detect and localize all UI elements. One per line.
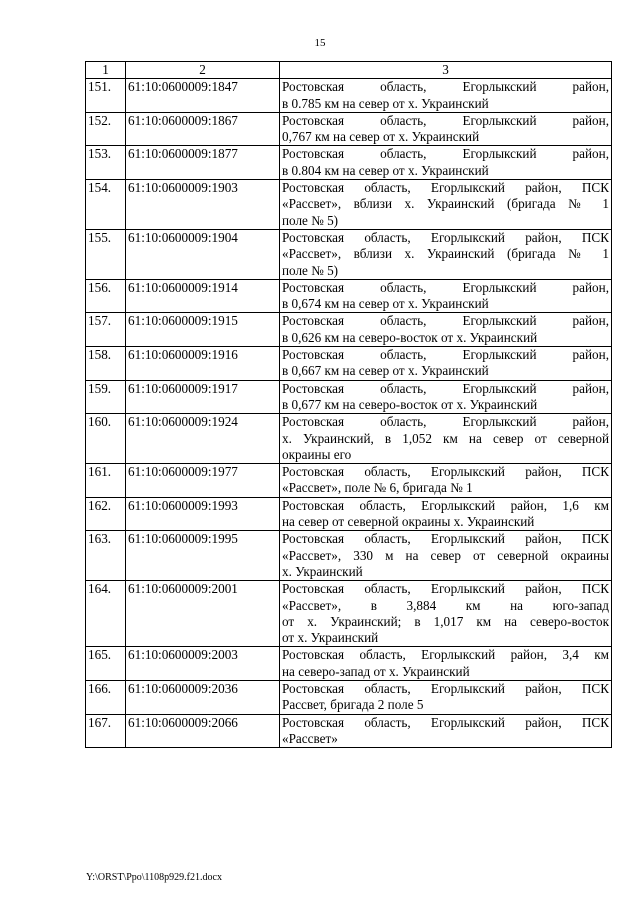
location-line: Ростовская область, Егорлыкский район, [282, 347, 609, 363]
table-row [86, 581, 612, 647]
plot-location [280, 313, 612, 347]
location-line: Ростовская область, Егорлыкский район, [282, 279, 609, 295]
table-row [86, 497, 612, 531]
location-line: в 0,667 км на север от х. Украинский [282, 363, 489, 379]
cadastral-number: 61:10:0600009:2036 [126, 680, 280, 714]
cadastral-number: 61:10:0600009:2003 [126, 647, 280, 681]
location-line: Ростовская область, Егорлыкский район, 3,4 км [282, 647, 609, 663]
location-line: «Рассвет», вблизи х. Украинский (бригада № 1 [282, 196, 609, 212]
table-row [86, 229, 612, 279]
cadastral-number: 61:10:0600009:1903 [126, 180, 280, 230]
location-line: в 0,677 км на северо-восток от х. Украинский [282, 396, 538, 412]
location-line: Рассвет, бригада 2 поле 5 [282, 697, 424, 713]
location-line: х. Украинский, в 1,052 км на север от северной [282, 430, 609, 446]
location-line: в 0,674 км на север от х. Украинский [282, 296, 489, 312]
table-row [86, 146, 612, 180]
location-line: х. Украинский [282, 563, 363, 579]
table-row [86, 79, 612, 113]
plot-location [280, 279, 612, 313]
cadastral-number: 61:10:0600009:1924 [126, 414, 280, 464]
plot-location [280, 380, 612, 414]
location-line: «Рассвет», поле № 6, бригада № 1 [282, 480, 473, 496]
page-number: 15 [314, 37, 326, 49]
location-line: Ростовская область, Егорлыкский район, ПСК [282, 531, 609, 547]
cadastral-number: 61:10:0600009:1917 [126, 380, 280, 414]
location-line: Ростовская область, Егорлыкский район, [282, 79, 609, 95]
location-line: Ростовская область, Егорлыкский район, ПСК [282, 180, 609, 196]
location-line: Ростовская область, Егорлыкский район, ПСК [282, 229, 609, 245]
location-line: в 0,626 км на северо-восток от х. Украинский [282, 329, 538, 345]
cadastral-number: 61:10:0600009:1867 [126, 112, 280, 146]
location-line: Ростовская область, Егорлыкский район, ПСК [282, 680, 609, 696]
row-number: 156. [86, 279, 126, 313]
cadastral-number: 61:10:0600009:1877 [126, 146, 280, 180]
row-number: 165. [86, 647, 126, 681]
plot-location [280, 497, 612, 531]
table-row [86, 313, 612, 347]
table-row [86, 347, 612, 381]
location-line: Ростовская область, Егорлыкский район, ПСК [282, 581, 609, 597]
header-col-3: 3 [280, 62, 612, 79]
cadastral-number: 61:10:0600009:1995 [126, 531, 280, 581]
location-line: в 0.804 км на север от х. Украинский [282, 162, 489, 178]
table-row [86, 647, 612, 681]
plot-location [280, 647, 612, 681]
table-row [86, 714, 612, 748]
location-line: «Рассвет», в 3,884 км на юго-запад [282, 597, 609, 613]
cadastral-number: 61:10:0600009:2066 [126, 714, 280, 748]
row-number: 160. [86, 414, 126, 464]
row-number: 161. [86, 464, 126, 498]
location-line: Ростовская область, Егорлыкский район, [282, 414, 609, 430]
cadastral-number: 61:10:0600009:1847 [126, 79, 280, 113]
plot-location [280, 464, 612, 498]
row-number: 155. [86, 229, 126, 279]
table-row [86, 414, 612, 464]
header-col-2: 2 [126, 62, 280, 79]
table-row [86, 680, 612, 714]
plot-location [280, 347, 612, 381]
row-number: 162. [86, 497, 126, 531]
location-line: Ростовская область, Егорлыкский район, [282, 146, 609, 162]
row-number: 151. [86, 79, 126, 113]
location-line: от х. Украинский; в 1,017 км на северо-восток [282, 613, 609, 629]
cadastral-number: 61:10:0600009:2001 [126, 581, 280, 647]
row-number: 152. [86, 112, 126, 146]
location-line: Ростовская область, Егорлыкский район, [282, 112, 609, 128]
table-row [86, 531, 612, 581]
table-row [86, 112, 612, 146]
plot-location [280, 79, 612, 113]
location-line: «Рассвет», 330 м на север от северной окраины [282, 547, 609, 563]
location-line: на север от северной окраины х. Украинский [282, 514, 535, 530]
plot-location [280, 581, 612, 647]
row-number: 153. [86, 146, 126, 180]
row-number: 167. [86, 714, 126, 748]
plot-location [280, 414, 612, 464]
location-line: от х. Украинский [282, 630, 379, 646]
plot-location [280, 531, 612, 581]
location-line: поле № 5) [282, 262, 339, 278]
cadastral-number: 61:10:0600009:1916 [126, 347, 280, 381]
table-row [86, 380, 612, 414]
location-line: Ростовская область, Егорлыкский район, ПСК [282, 714, 609, 730]
plot-location [280, 146, 612, 180]
file-path-footer: Y:\ORST\Ppo\1108p929.f21.docx [86, 872, 222, 883]
location-line: Ростовская область, Егорлыкский район, [282, 313, 609, 329]
table-header-row [86, 62, 612, 79]
location-line: в 0.785 км на север от х. Украинский [282, 95, 489, 111]
cadastral-number: 61:10:0600009:1977 [126, 464, 280, 498]
location-line: Ростовская область, Егорлыкский район, 1,6 км [282, 497, 609, 513]
location-line: на северо-запад от х. Украинский [282, 663, 470, 679]
location-line: «Рассвет», вблизи х. Украинский (бригада № 1 [282, 246, 609, 262]
row-number: 154. [86, 180, 126, 230]
table-row [86, 180, 612, 230]
cadastral-number: 61:10:0600009:1904 [126, 229, 280, 279]
row-number: 164. [86, 581, 126, 647]
location-line: Ростовская область, Егорлыкский район, ПСК [282, 464, 609, 480]
cadastral-number: 61:10:0600009:1914 [126, 279, 280, 313]
location-line: 0,767 км на север от х. Украинский [282, 129, 480, 145]
location-line: «Рассвет» [282, 730, 338, 746]
table-row [86, 279, 612, 313]
land-plots-table [85, 61, 612, 748]
row-number: 158. [86, 347, 126, 381]
row-number: 166. [86, 680, 126, 714]
location-line: Ростовская область, Егорлыкский район, [282, 380, 609, 396]
plot-location [280, 180, 612, 230]
plot-location [280, 680, 612, 714]
row-number: 159. [86, 380, 126, 414]
header-col-1: 1 [86, 62, 126, 79]
row-number: 157. [86, 313, 126, 347]
location-line: окраины его [282, 446, 352, 462]
cadastral-number: 61:10:0600009:1993 [126, 497, 280, 531]
table-row [86, 464, 612, 498]
cadastral-number: 61:10:0600009:1915 [126, 313, 280, 347]
location-line: поле № 5) [282, 212, 339, 228]
plot-location [280, 229, 612, 279]
plot-location [280, 714, 612, 748]
row-number: 163. [86, 531, 126, 581]
plot-location [280, 112, 612, 146]
